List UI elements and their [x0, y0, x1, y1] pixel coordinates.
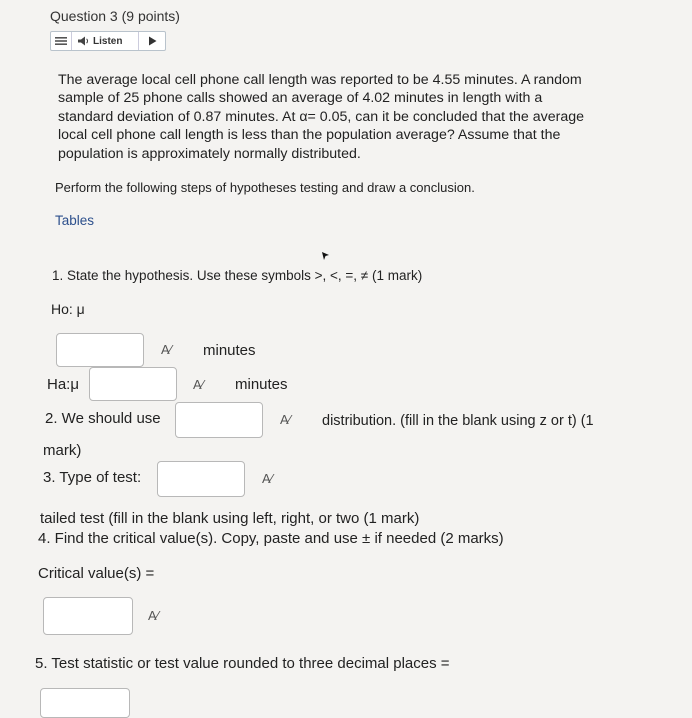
step-3-prefix: 3. Type of test: [43, 469, 142, 486]
critical-value-label: Critical value(s) = [38, 565, 155, 582]
tables-link[interactable]: Tables [55, 213, 95, 228]
listen-button[interactable]: Listen [93, 35, 123, 47]
question-title: Question 3 (9 points) [50, 8, 180, 24]
step-1-text: 1. State the hypothesis. Use these symbols >, <, =, ≠ (1 mark) [52, 268, 423, 283]
listen-toolbar [50, 31, 166, 51]
ho-label: Ho: μ [51, 301, 85, 317]
mouse-cursor-icon [321, 248, 330, 266]
problem-line: local cell phone call length is less than the population average? Assume that the [58, 127, 561, 144]
ha-answer-input[interactable] [89, 367, 177, 401]
step-2-wrap: mark) [43, 442, 82, 459]
critical-value-input[interactable] [43, 597, 133, 635]
spellcheck-icon[interactable]: A∕ [280, 412, 291, 427]
problem-line: standard deviation of 0.87 minutes. At α= 0.05, can it be concluded that the average [58, 108, 585, 125]
spellcheck-icon[interactable]: A∕ [193, 377, 204, 392]
ha-units-label: minutes [235, 376, 288, 393]
instruction-text: Perform the following steps of hypotheses testing and draw a conclusion. [55, 180, 475, 195]
distribution-input[interactable] [175, 402, 263, 438]
play-icon[interactable] [138, 32, 165, 50]
problem-line: population is approximately normally distributed. [58, 145, 361, 162]
step-5-text: 5. Test statistic or test value rounded to three decimal places = [35, 655, 450, 672]
hamburger-menu-icon[interactable] [51, 32, 72, 50]
problem-line: sample of 25 phone calls showed an average of 4.02 minutes in length with a [58, 90, 543, 107]
speaker-icon[interactable] [78, 36, 90, 46]
ha-label: Ha:μ [47, 376, 79, 393]
step-3-line2: tailed test (fill in the blank using left, right, or two (1 mark) [40, 510, 420, 527]
ho-answer-input[interactable] [56, 333, 144, 367]
test-statistic-input[interactable] [40, 688, 130, 718]
test-type-input[interactable] [157, 461, 245, 497]
spellcheck-icon[interactable]: A∕ [148, 608, 159, 623]
problem-text [58, 71, 648, 163]
step-2-prefix: 2. We should use [45, 410, 161, 427]
problem-line: The average local cell phone call length was reported to be 4.55 minutes. A random [58, 72, 582, 88]
step-2-suffix: distribution. (fill in the blank using z or t) (1 [322, 413, 594, 429]
spellcheck-icon[interactable]: A∕ [262, 471, 273, 486]
spellcheck-icon[interactable]: A∕ [161, 342, 172, 357]
step-4-text: 4. Find the critical value(s). Copy, paste and use ± if needed (2 marks) [38, 530, 504, 547]
ho-units-label: minutes [203, 342, 256, 359]
